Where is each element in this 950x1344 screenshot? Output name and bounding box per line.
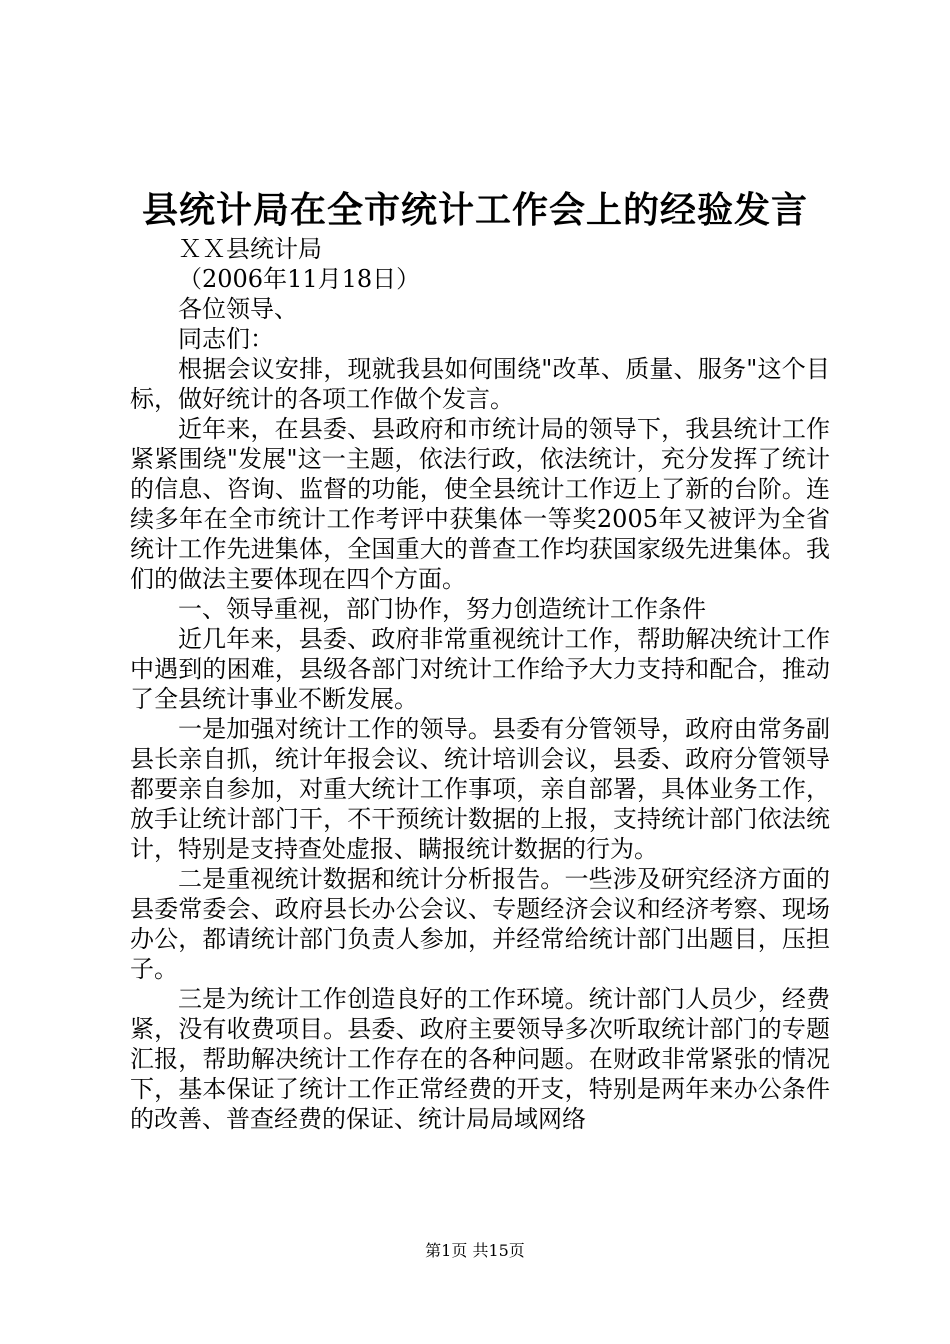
salutation-line: 各位领导、 <box>178 295 298 323</box>
date-line: （2006年11月18日） <box>178 265 421 293</box>
document-title: 县统计局在全市统计工作会上的经验发言 <box>141 189 808 231</box>
body-paragraph: 二是重视统计数据和统计分析报告。一些涉及研究经济方面的县委常委会、政府县长办公会议、专题经济会议和经济考察、现场办公，都请统计部门负责人参加，并经常给统计部门出题目，压担子。 <box>130 865 830 983</box>
section-heading: 一、领导重视，部门协作，努力创造统计工作条件 <box>178 595 706 623</box>
page-number-footer: 第1页 共15页 <box>425 1241 525 1260</box>
body-paragraph: 三是为统计工作创造良好的工作环境。统计部门人员少，经费紧，没有收费项目。县委、政府主要领导多次听取统计部门的专题汇报，帮助解决统计工作存在的各种问题。在财政非常紧张的情况下，基本保证了统计工作正常经费的开支，特别是两年来办公条件的改善、普查经费的保证、统计局局域网络 <box>130 985 830 1133</box>
body-paragraph: 根据会议安排，现就我县如何围绕"改革、质量、服务"这个目标，做好统计的各项工作做个发言。 <box>130 355 830 413</box>
body-paragraph: 近年来，在县委、县政府和市统计局的领导下，我县统计工作紧紧围绕"发展"这一主题，依法行政，依法统计，充分发挥了统计的信息、咨询、监督的功能，使全县统计工作迈上了新的台阶。连续多年在全市统计工作考评中获集体一等奖2005年又被评为全省统计工作先进集体，全国重大的普查工作均获国家级先进集体。我们的做法主要体现在四个方面。 <box>130 415 830 593</box>
body-paragraph: 一是加强对统计工作的领导。县委有分管领导，政府由常务副县长亲自抓，统计年报会议、统计培训会议，县委、政府分管领导都要亲自参加，对重大统计工作事项，亲自部署，具体业务工作，放手让统计部门干，不干预统计数据的上报，支持统计部门依法统计，特别是支持查处虚报、瞒报统计数据的行为。 <box>130 715 830 863</box>
author-line: ＸＸ县统计局 <box>178 235 322 263</box>
document-body <box>130 234 830 1134</box>
salutation-line: 同志们： <box>178 325 274 353</box>
body-paragraph: 近几年来，县委、政府非常重视统计工作，帮助解决统计工作中遇到的困难，县级各部门对统计工作给予大力支持和配合，推动了全县统计事业不断发展。 <box>130 625 830 713</box>
